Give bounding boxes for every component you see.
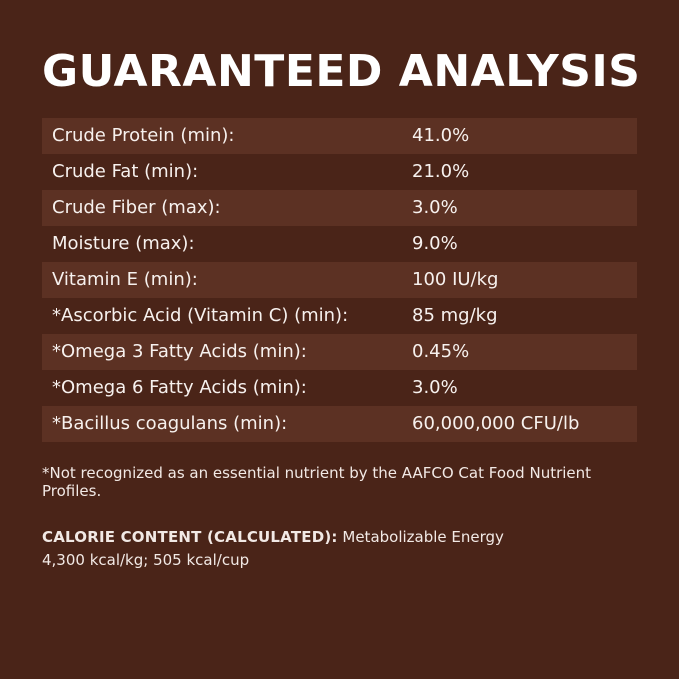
nutrient-value: 85 mg/kg (412, 305, 498, 327)
nutrient-value: 0.45% (412, 341, 470, 363)
nutrient-name: Crude Fiber (max): (52, 197, 221, 219)
table-row (42, 190, 637, 226)
nutrient-name: Crude Protein (min): (52, 125, 235, 147)
table-row (42, 298, 637, 334)
nutrient-value: 3.0% (412, 377, 458, 399)
table-row (42, 118, 637, 154)
calorie-content-type: Metabolizable Energy (342, 528, 504, 547)
table-row (42, 334, 637, 370)
table-row (42, 154, 637, 190)
table-row (42, 262, 637, 298)
nutrient-name: *Omega 6 Fatty Acids (min): (52, 377, 307, 399)
page-title: GUARANTEED ANALYSIS (42, 46, 641, 97)
calorie-content (42, 526, 637, 571)
nutrient-value: 60,000,000 CFU/lb (412, 413, 580, 435)
calorie-content-label: CALORIE CONTENT (CALCULATED): (42, 528, 338, 547)
nutrient-name: Vitamin E (min): (52, 269, 198, 291)
nutrient-name: Moisture (max): (52, 233, 195, 255)
nutrient-name: *Ascorbic Acid (Vitamin C) (min): (52, 305, 349, 327)
nutrient-value: 9.0% (412, 233, 458, 255)
nutrient-name: *Bacillus coagulans (min): (52, 413, 288, 435)
nutrient-name: Crude Fat (min): (52, 161, 199, 183)
nutrition-table (42, 118, 637, 442)
nutrient-value: 41.0% (412, 125, 470, 147)
table-row (42, 226, 637, 262)
footnote: *Not recognized as an essential nutrient by the AAFCO Cat Food Nutrient Profiles. (42, 464, 592, 501)
nutrient-value: 21.0% (412, 161, 470, 183)
nutrient-value: 3.0% (412, 197, 458, 219)
nutrient-name: *Omega 3 Fatty Acids (min): (52, 341, 307, 363)
table-row (42, 370, 637, 406)
table-row (42, 406, 637, 442)
calorie-content-values: 4,300 kcal/kg; 505 kcal/cup (42, 550, 250, 569)
nutrient-value: 100 IU/kg (412, 269, 499, 291)
